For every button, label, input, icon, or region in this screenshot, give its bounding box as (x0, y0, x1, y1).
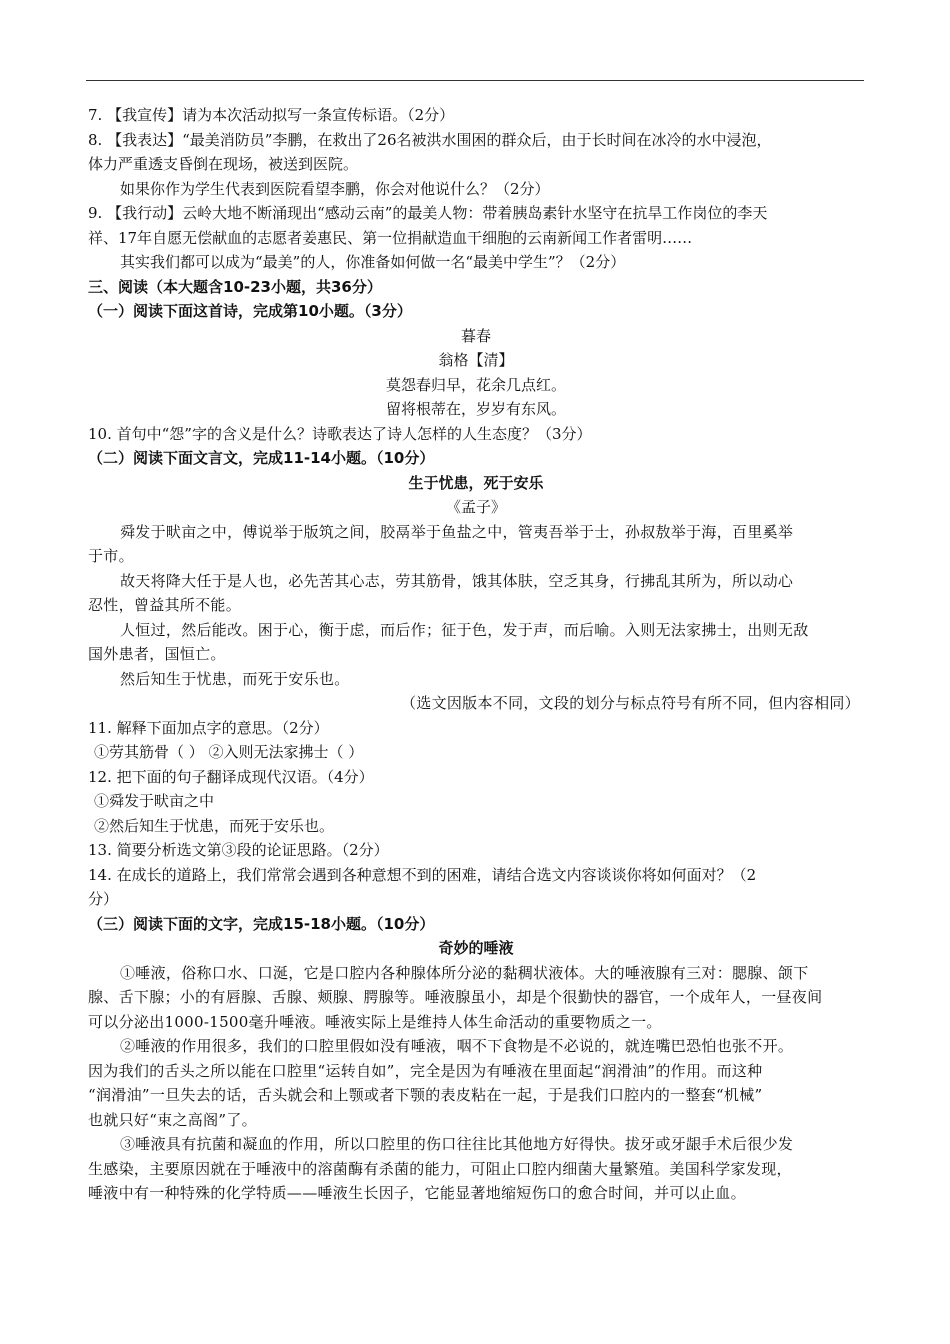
classical-para-3-line-1: 人恒过，然后能改。困于心，衡于虑，而后作；征于色，发于声，而后喻。入则无法家拂士，出则无敌 (120, 620, 809, 639)
question-11: 11. 解释下面加点字的意思。（2分） (88, 718, 329, 737)
article-para-2-line-3: “润滑油”一旦失去的话，舌头就会和上颚或者下颚的表皮粘在一起，于是我们口腔内的一整套“机械” (88, 1086, 763, 1104)
article-para-3-line-3: 唾液中有一种特殊的化学特质——唾液生长因子，它能显著地缩短伤口的愈合时间，并可以止血。 (88, 1184, 746, 1202)
part-two-heading: （二）阅读下面文言文，完成11-14小题。（10分） (88, 449, 435, 467)
section-three-heading: 三、阅读（本大题含10-23小题，共36分） (88, 277, 382, 296)
article-para-1-line-1: ①唾液，俗称口水、口涎，它是口腔内各种腺体所分泌的黏稠状液体。大的唾液腺有三对：腮腺、颌下 (120, 963, 809, 982)
question-14-line-1: 14. 在成长的道路上，我们常常会遇到各种意想不到的困难，请结合选文内容谈谈你将如何面对？（2 (88, 865, 757, 884)
question-10: 10. 首句中“怨”字的含义是什么？诗歌表达了诗人怎样的人生态度？（3分） (88, 424, 592, 443)
classical-text-body (88, 520, 864, 716)
question-12-item-1: ①舜发于畎亩之中 (94, 792, 215, 810)
question-8-line-3: 如果你作为学生代表到医院看望李鹏，你会对他说什么？（2分） (120, 179, 550, 198)
question-14-line-2: 分） (88, 890, 119, 908)
poem-line-2: 留将根蒂在，岁岁有东风。 (385, 400, 566, 418)
article-para-1-line-3: 可以分泌出1000-1500毫升唾液。唾液实际上是维持人体生命活动的重要物质之一。 (88, 1012, 662, 1031)
part-three-heading: （三）阅读下面的文字，完成15-18小题。（10分） (88, 914, 435, 933)
article-title: 奇妙的唾液 (438, 939, 514, 957)
question-12: 12. 把下面的句子翻译成现代汉语。（4分） (88, 767, 374, 786)
classical-para-3-line-2: 国外患者，国恒亡。 (88, 645, 226, 663)
question-12-item-2: ②然后知生于忧患，而死于安乐也。 (94, 816, 335, 835)
poem-title: 暮春 (460, 326, 491, 345)
classical-para-2-line-2: 忍性，曾益其所不能。 (88, 596, 242, 614)
top-rule (86, 80, 864, 81)
classical-para-2-line-1: 故天将降大任于是人也，必先苦其心志，劳其筋骨，饿其体肤，空乏其身，行拂乱其所为，所以动心 (120, 571, 794, 590)
article-para-2-line-1: ②唾液的作用很多，我们的口腔里假如没有唾液，咽不下食物是不必说的，就连嘴巴恐怕也张不开。 (120, 1037, 794, 1055)
classical-para-1-line-2: 于市。 (88, 547, 134, 565)
page-content (88, 103, 864, 1206)
classical-note: （选文因版本不同，文段的划分与标点符号有所不同，但内容相同） (400, 694, 860, 712)
poem-line-1: 莫怨春归早，花余几点红。 (385, 375, 566, 394)
question-7: 7. 【我宣传】请为本次活动拟写一条宣传标语。（2分） (88, 106, 455, 124)
question-8-line-2: 体力严重透支昏倒在现场，被送到医院。 (88, 155, 359, 173)
question-9-line-3: 其实我们都可以成为“最美”的人，你准备如何做一名“最美中学生”？（2分） (120, 253, 626, 271)
classical-para-1-line-1: 舜发于畎亩之中，傅说举于版筑之间，胶鬲举于鱼盐之中，管夷吾举于士，孙叔敖举于海，百里奚举 (120, 522, 794, 541)
question-9-line-1: 9. 【我行动】云岭大地不断涌现出“感动云南”的最美人物：带着胰岛素针水坚守在抗旱工作岗位的李天 (88, 204, 768, 222)
classical-text-title: 生于忧患，死于安乐 (408, 473, 544, 492)
classical-text-source: 《孟子》 (445, 498, 506, 516)
question-9-line-2: 祥、17年自愿无偿献血的志愿者姜惠民、第一位捐献造血干细胞的云南新闻工作者雷明…… (88, 228, 693, 247)
question-8-line-1: 8. 【我表达】“最美消防员”李鹏，在救出了26名被洪水围困的群众后，由于长时间在冰冷的水中浸泡， (88, 130, 772, 149)
article-para-3-line-1: ③唾液具有抗菌和凝血的作用，所以口腔里的伤口往往比其他地方好得快。拔牙或牙龈手术后很少发 (120, 1135, 794, 1153)
question-13: 13. 简要分析选文第③段的论证思路。（2分） (88, 841, 389, 859)
article-para-2-line-2: 因为我们的舌头之所以能在口腔里“运转自如”，完全是因为有唾液在里面起“润滑油”的作用。而这种 (88, 1061, 763, 1080)
article-para-2-line-4: 也就只好“束之高阁”了。 (88, 1110, 257, 1129)
classical-para-4: 然后知生于忧患，而死于安乐也。 (120, 669, 350, 688)
question-11-items: ①劳其筋骨（ ） ②入则无法家拂士（ ） (94, 743, 364, 761)
article-para-3-line-2: 生感染，主要原因就在于唾液中的溶菌酶有杀菌的能力，可阻止口腔内细菌大量繁殖。美国科学家发现， (88, 1159, 792, 1178)
poem-author: 翁格【清】 (438, 351, 514, 369)
article-para-1-line-2: 腺、舌下腺；小的有唇腺、舌腺、颊腺、腭腺等。唾液腺虽小，却是个很勤快的器官，一个成年人，一昼夜间 (88, 988, 823, 1006)
article-body (88, 961, 864, 1206)
part-one-heading: （一）阅读下面这首诗，完成第10小题。（3分） (88, 302, 412, 320)
